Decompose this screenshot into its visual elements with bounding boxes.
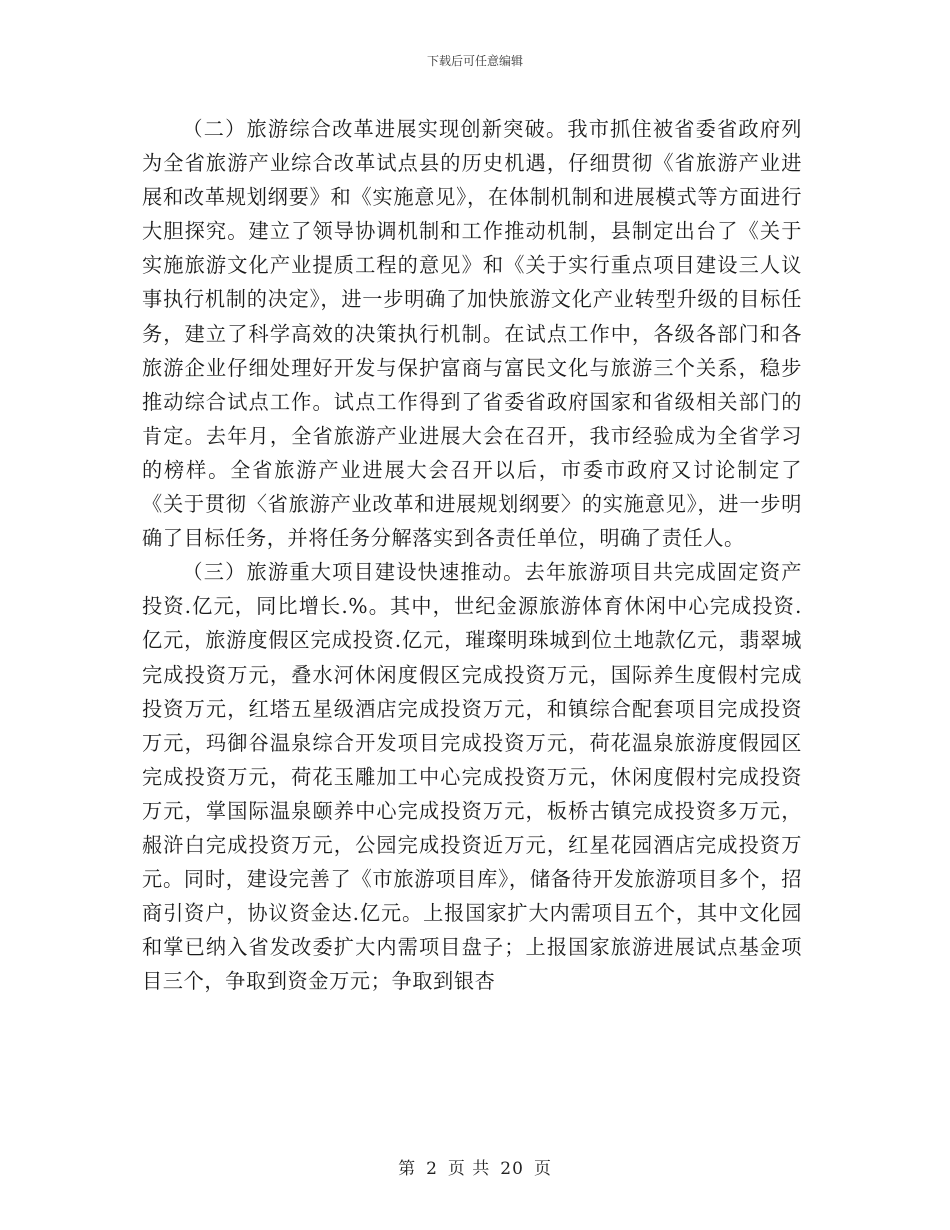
page-footer [0,1154,950,1179]
page-header: 下载后可任意编辑 [426,54,523,68]
footer-mid: 页 共 [447,1159,491,1179]
footer-page-number: 2 [426,1159,438,1179]
paragraph-section-2: （二）旅游综合改革进展实现创新突破。我市抓住被省委省政府列为全省旅游产业综合改革试点县的历史机遇，仔细贯彻《省旅游产业进展和改革规划纲要》和《实施意见》，在体制机制和进展模式等方面进行大胆探究。建立了领导协调机制和工作推动机制，县制定出台了《关于实施旅游文化产业提质工程的意见》和《关于实行重点项目建设三人议事执行机制的决定》，进一步明确了加快旅游文化产业转型升级的目标任务，建立了科学高效的决策执行机制。在试点工作中，各级各部门和各旅游企业仔细处理好开发与保护富商与富民文化与旅游三个关系，稳步推动综合试点工作。试点工作得到了省委省政府国家和省级相关部门的肯定。去年月，全省旅游产业进展大会在召开，我市经验成为全省学习的榜样。全省旅游产业进展大会召开以后，市委市政府又讨论制定了《关于贯彻〈省旅游产业改革和进展规划纲要〉的实施意见》，进一步明确了目标任务，并将任务分解落实到各责任单位，明确了责任人。 [142,117,802,551]
footer-total-pages: 20 [500,1159,524,1179]
footer-suffix: 页 [533,1159,552,1179]
footer-prefix: 第 [398,1159,417,1179]
paragraph-section-3: （三）旅游重大项目建设快速推动。去年旅游项目共完成固定资产投资.亿元，同比增长.%。其中，世纪金源旅游体育休闲中心完成投资.亿元，旅游度假区完成投资.亿元，璀璨明珠城到位土地款亿元，翡翠城完成投资万元，叠水河休闲度假区完成投资万元，国际养生度假村完成投资万元，红塔五星级酒店完成投资万元，和镇综合配套项目完成投资万元，玛御谷温泉综合开发项目完成投资万元，荷花温泉旅游度假园区完成投资万元，荷花玉雕加工中心完成投资万元，休闲度假村完成投资万元，掌国际温泉颐养中心完成投资万元，板桥古镇完成投资多万元，赧浒白完成投资万元，公园完成投资近万元，红星花园酒店完成投资万元。同时，建设完善了《市旅游项目库》，储备待开发旅游项目多个，招商引资户，协议资金达.亿元。上报国家扩大内需项目五个，其中文化园和掌已纳入省发改委扩大内需项目盘子；上报国家旅游进展试点基金项目三个，争取到资金万元；争取到银杏 [142,560,802,994]
document-body [142,112,802,998]
